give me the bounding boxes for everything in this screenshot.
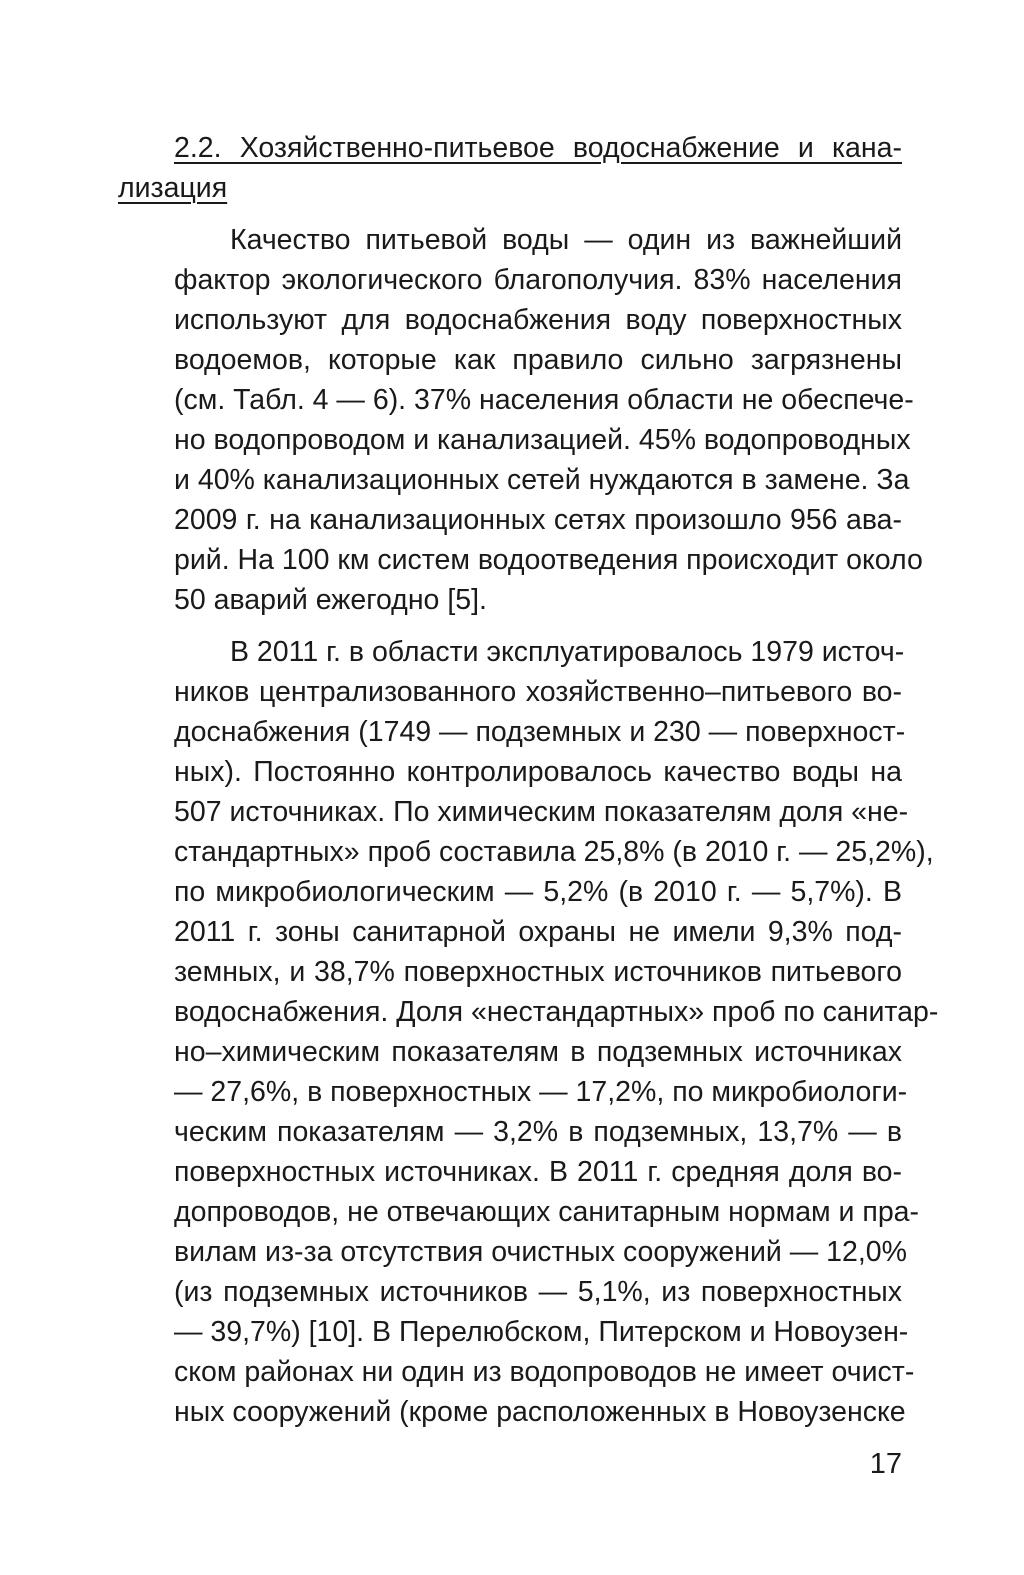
text-line: 50 аварий ежегодно [5]. bbox=[174, 584, 487, 616]
text-line: доснабжения (1749 — подземных и 230 — поверхност- bbox=[174, 716, 906, 748]
text-line: земных, и 38,7% поверхностных источников питьевого bbox=[174, 956, 902, 988]
text-line: вилам из-за отсутствия очистных сооружений — 12,0% bbox=[174, 1236, 907, 1268]
page-body bbox=[118, 128, 939, 1432]
text-line: — 39,7%) [10]. В Перелюбском, Питерском и Новоузен- bbox=[174, 1316, 909, 1348]
section-heading bbox=[118, 128, 902, 208]
text-line: но–химическим показателям в подземных источниках bbox=[174, 1036, 902, 1068]
text-line: допроводов, не отвечающих санитарным нормам и пра- bbox=[174, 1196, 920, 1228]
text-line: (см. Табл. 4 — 6). 37% населения области не обеспече- bbox=[174, 384, 914, 416]
text-line: 2009 г. на канализационных сетях произошло 956 ава- bbox=[174, 504, 902, 536]
text-line: ческим показателям — 3,2% в подземных, 13,7% — в bbox=[174, 1116, 902, 1148]
paragraph-2 bbox=[118, 632, 939, 1432]
text-line: фактор экологического благополучия. 83% населения bbox=[174, 264, 902, 296]
paragraph-1 bbox=[118, 220, 923, 620]
text-line: В 2011 г. в области эксплуатировалось 1979 источ- bbox=[230, 636, 905, 668]
text-line: 2011 г. зоны санитарной охраны не имели 9,3% под- bbox=[174, 916, 902, 948]
text-line: поверхностных источниках. В 2011 г. средняя доля во- bbox=[174, 1156, 902, 1188]
text-line: Качество питьевой воды — один из важнейший bbox=[230, 224, 902, 256]
heading-line: 2.2. Хозяйственно-питьевое водоснабжение и кана- bbox=[174, 132, 902, 164]
text-line: ных сооружений (кроме расположенных в Новоузенске bbox=[174, 1396, 906, 1428]
text-line: 507 источниках. По химическим показателям доля «не- bbox=[174, 796, 909, 828]
text-line: но водопроводом и канализацией. 45% водопроводных bbox=[174, 424, 911, 456]
text-line: ных). Постоянно контролировалось качество воды на bbox=[174, 756, 902, 788]
text-line: ском районах ни один из водопроводов не имеет очист- bbox=[174, 1356, 915, 1388]
text-line: ников централизованного хозяйственно–питьевого во- bbox=[174, 676, 902, 708]
page-number: 17 bbox=[869, 1448, 902, 1480]
text-line: используют для водоснабжения воду поверхностных bbox=[174, 304, 902, 336]
text-line: (из подземных источников — 5,1%, из поверхностных bbox=[174, 1276, 902, 1308]
text-line: — 27,6%, в поверхностных — 17,2%, по микробиологи- bbox=[174, 1076, 908, 1108]
text-line: водоемов, которые как правило сильно загрязнены bbox=[174, 344, 902, 376]
heading-line: лизация bbox=[118, 172, 228, 204]
text-line: стандартных» проб составила 25,8% (в 2010 г. — 25,2%), bbox=[174, 836, 934, 868]
text-line: по микробиологическим — 5,2% (в 2010 г. — 5,7%). В bbox=[174, 876, 902, 908]
text-line: рий. На 100 км систем водоотведения происходит около bbox=[174, 544, 923, 576]
text-line: и 40% канализационных сетей нуждаются в замене. За bbox=[174, 464, 910, 496]
text-line: водоснабжения. Доля «нестандартных» проб по санитар- bbox=[174, 996, 939, 1028]
